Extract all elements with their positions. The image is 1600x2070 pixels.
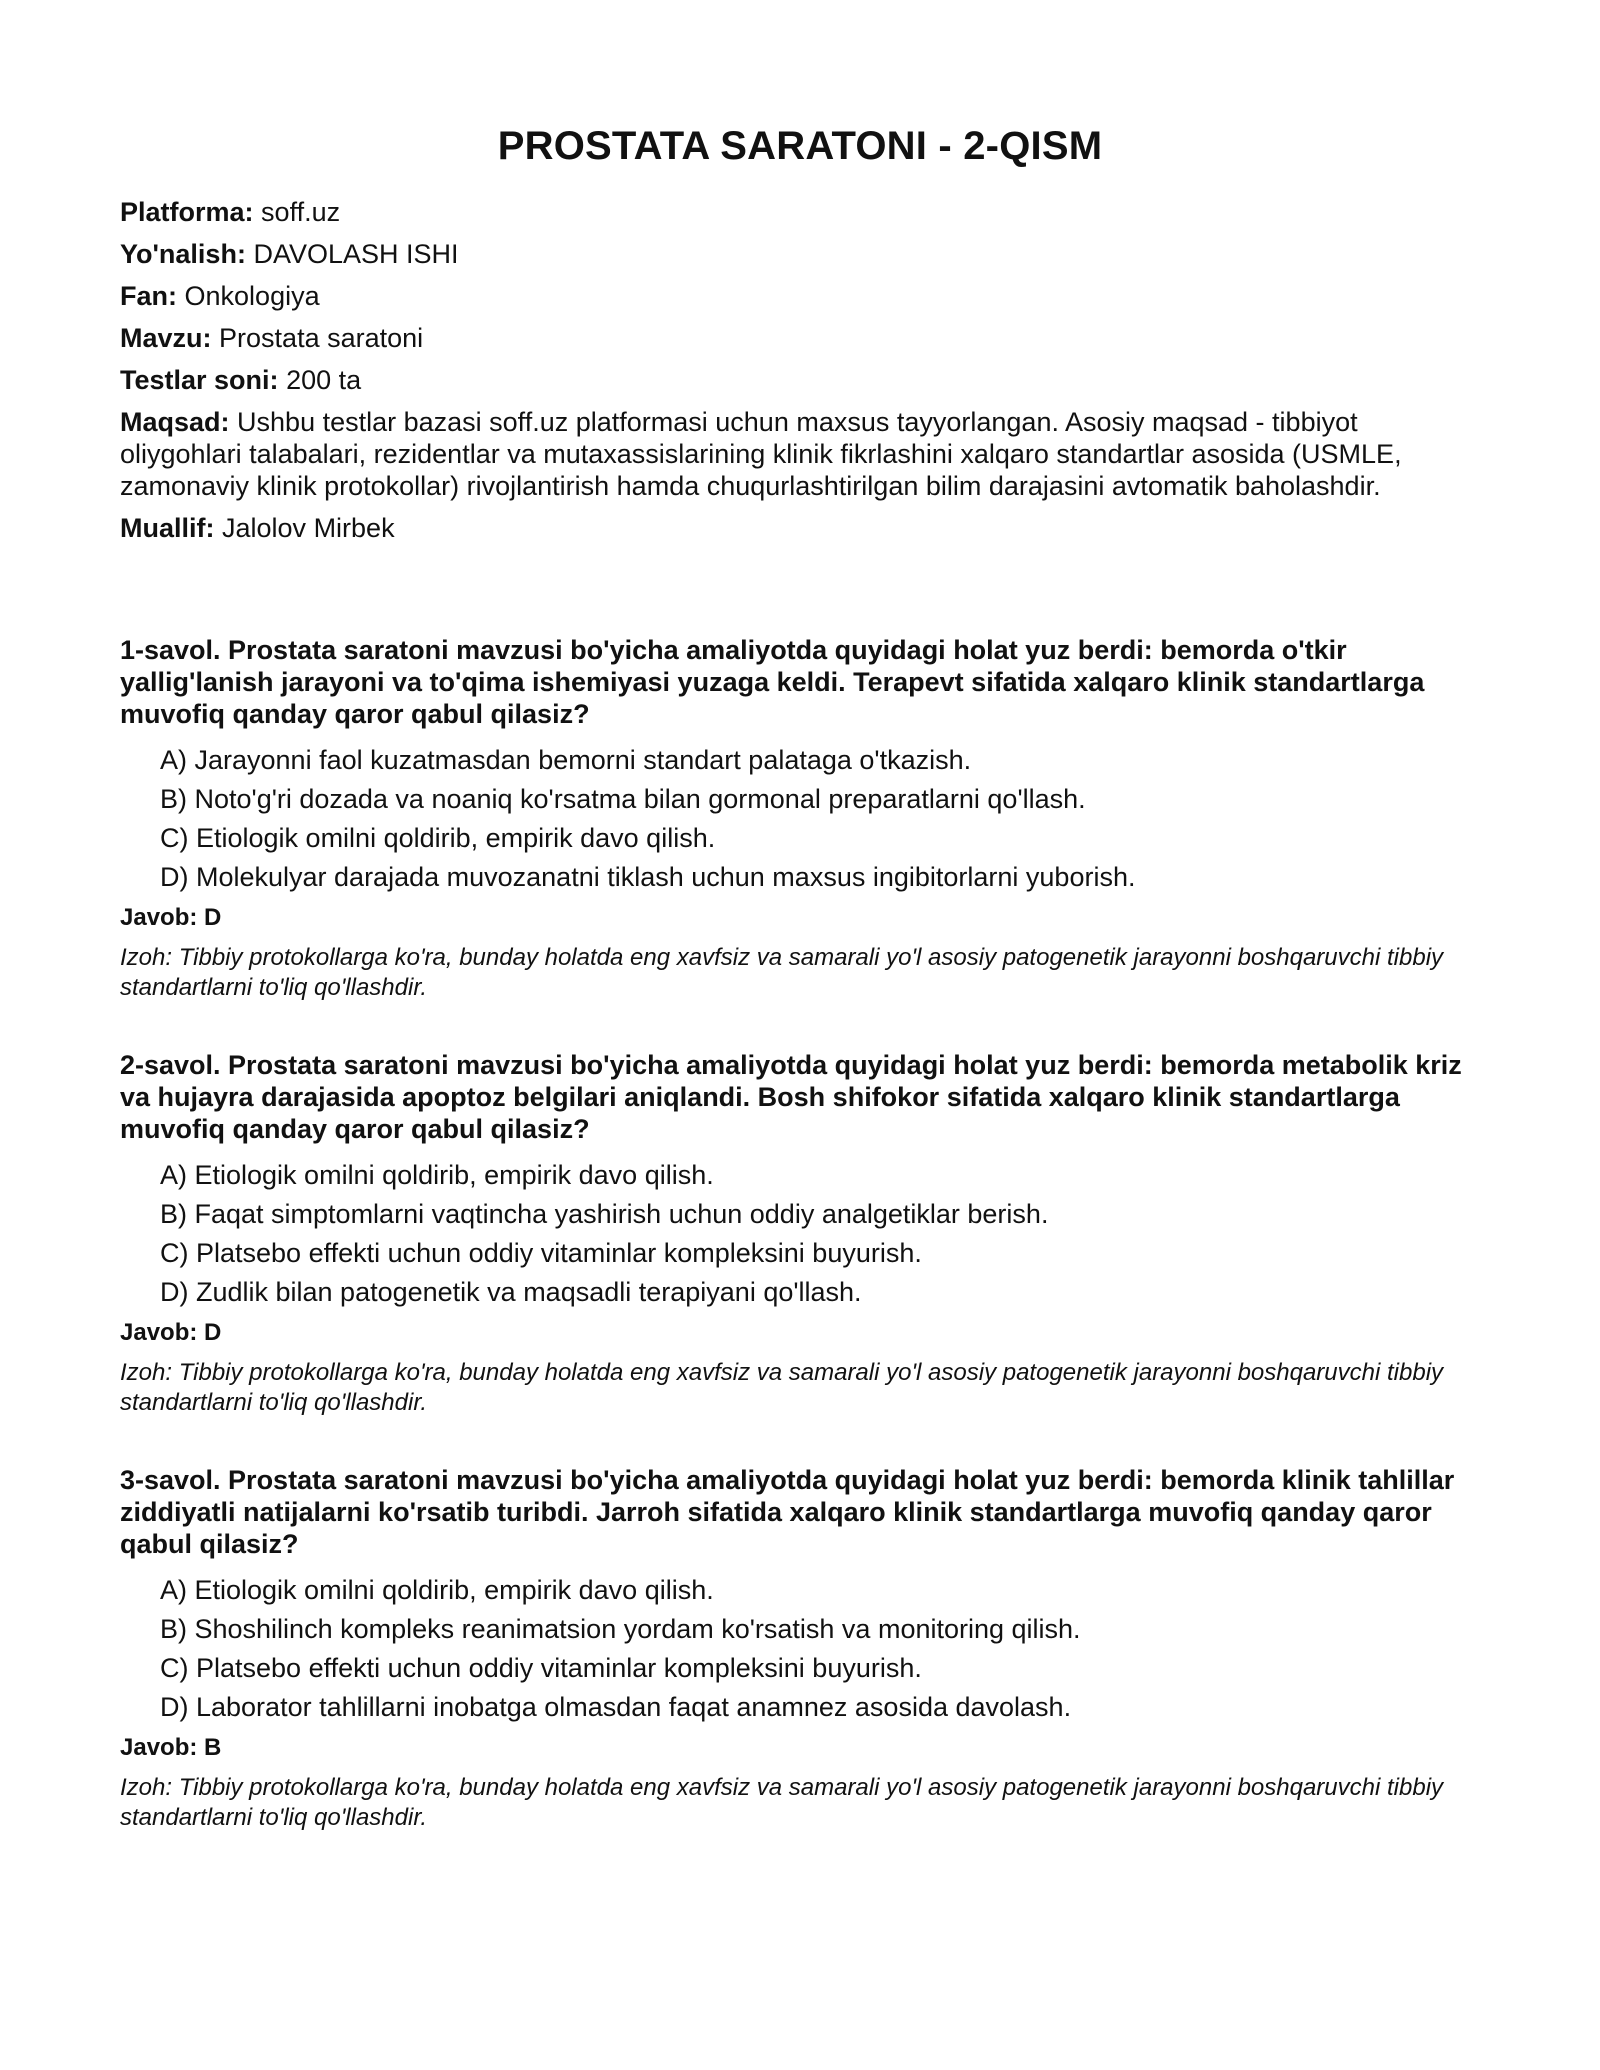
meta-platform bbox=[120, 196, 1480, 228]
option-b: B) Faqat simptomlarni vaqtincha yashirish uchun oddiy analgetiklar berish. bbox=[160, 1199, 1049, 1229]
meta-label: Fan: bbox=[120, 281, 177, 311]
meta-direction bbox=[120, 238, 1480, 270]
option-c: C) Etiologik omilni qoldirib, empirik davo qilish. bbox=[160, 823, 716, 853]
question-list bbox=[120, 634, 1480, 1833]
option-c: C) Platsebo effekti uchun oddiy vitaminlar kompleksini buyurish. bbox=[160, 1238, 922, 1268]
meta-test-count bbox=[120, 364, 1480, 396]
answer-explanation: Izoh: Tibbiy protokollarga ko'ra, bunday holatda eng xavfsiz va samarali yo'l asosiy patogenetik jarayonni boshqaruvchi tibbiy standartlarni to'liq qo'llashdir. bbox=[120, 1359, 1444, 1416]
meta-value: 200 ta bbox=[286, 365, 362, 395]
meta-label: Yo'nalish: bbox=[120, 239, 246, 269]
correct-answer: Javob: D bbox=[120, 1319, 222, 1346]
meta-value: DAVOLASH ISHI bbox=[253, 239, 459, 269]
meta-label: Mavzu: bbox=[120, 323, 212, 353]
question-text: 2-savol. Prostata saratoni mavzusi bo'yicha amaliyotda quyidagi holat yuz berdi: bemorda metabolik kriz va hujayra darajasida apoptoz belgilari aniqlandi. Bosh shifokor sifatida xalqaro klinik standartlarga muvofiq qanday qaror qabul qilasiz? bbox=[120, 1050, 1462, 1144]
question-block-1 bbox=[120, 634, 1480, 1003]
document-title: PROSTATA SARATONI - 2-QISM bbox=[497, 124, 1103, 168]
document-meta bbox=[120, 196, 1480, 544]
option-d: D) Molekulyar darajada muvozanatni tiklash uchun maxsus ingibitorlarni yuborish. bbox=[160, 862, 1136, 892]
meta-label: Platforma: bbox=[120, 197, 254, 227]
option-a: A) Etiologik omilni qoldirib, empirik davo qilish. bbox=[160, 1160, 714, 1190]
question-text: 1-savol. Prostata saratoni mavzusi bo'yicha amaliyotda quyidagi holat yuz berdi: bemorda o'tkir yallig'lanish jarayoni va to'qima ishemiyasi yuzaga keldi. Terapevt sifatida xalqaro klinik standartlarga muvofiq qanday qaror qabul qilasiz? bbox=[120, 635, 1425, 729]
answer-explanation: Izoh: Tibbiy protokollarga ko'ra, bunday holatda eng xavfsiz va samarali yo'l asosiy patogenetik jarayonni boshqaruvchi tibbiy standartlarni to'liq qo'llashdir. bbox=[120, 1774, 1444, 1831]
correct-answer: Javob: B bbox=[120, 1734, 222, 1761]
meta-purpose bbox=[120, 406, 1480, 502]
answer-options bbox=[120, 1574, 1480, 1723]
correct-answer: Javob: D bbox=[120, 904, 222, 931]
question-block-3 bbox=[120, 1464, 1480, 1833]
option-b: B) Shoshilinch kompleks reanimatsion yordam ko'rsatish va monitoring qilish. bbox=[160, 1614, 1081, 1644]
answer-explanation: Izoh: Tibbiy protokollarga ko'ra, bunday holatda eng xavfsiz va samarali yo'l asosiy patogenetik jarayonni boshqaruvchi tibbiy standartlarni to'liq qo'llashdir. bbox=[120, 944, 1444, 1001]
option-b: B) Noto'g'ri dozada va noaniq ko'rsatma bilan gormonal preparatlarni qo'llash. bbox=[160, 784, 1086, 814]
meta-label: Muallif: bbox=[120, 513, 215, 543]
meta-value: soff.uz bbox=[261, 197, 341, 227]
option-d: D) Laborator tahlillarni inobatga olmasdan faqat anamnez asosida davolash. bbox=[160, 1692, 1072, 1722]
answer-options bbox=[120, 1159, 1480, 1308]
answer-options bbox=[120, 744, 1480, 893]
meta-value: Jalolov Mirbek bbox=[222, 513, 395, 543]
meta-value: Ushbu testlar bazasi soff.uz platformasi uchun maxsus tayyorlangan. Asosiy maqsad - tibbiyot oliygohlari talabalari, rezidentlar va mutaxassislarining klinik fikrlashini xalqaro standartlar asosida (USMLE, zamonaviy klinik protokollar) rivojlantirish hamda chuqurlashtirilgan bilim darajasini avtomatik baholashdir. bbox=[120, 407, 1402, 501]
option-a: A) Jarayonni faol kuzatmasdan bemorni standart palataga o'tkazish. bbox=[160, 745, 972, 775]
option-c: C) Platsebo effekti uchun oddiy vitaminlar kompleksini buyurish. bbox=[160, 1653, 922, 1683]
question-text: 3-savol. Prostata saratoni mavzusi bo'yicha amaliyotda quyidagi holat yuz berdi: bemorda klinik tahlillar ziddiyatli natijalarni ko'rsatib turibdi. Jarroh sifatida xalqaro klinik standartlarga muvofiq qanday qaror qabul qilasiz? bbox=[120, 1465, 1455, 1559]
meta-topic bbox=[120, 322, 1480, 354]
meta-subject bbox=[120, 280, 1480, 312]
meta-author bbox=[120, 512, 1480, 544]
meta-value: Prostata saratoni bbox=[219, 323, 424, 353]
option-a: A) Etiologik omilni qoldirib, empirik davo qilish. bbox=[160, 1575, 714, 1605]
question-block-2 bbox=[120, 1049, 1480, 1418]
meta-value: Onkologiya bbox=[184, 281, 320, 311]
meta-label: Maqsad: bbox=[120, 407, 230, 437]
meta-label: Testlar soni: bbox=[120, 365, 279, 395]
option-d: D) Zudlik bilan patogenetik va maqsadli terapiyani qo'llash. bbox=[160, 1277, 862, 1307]
